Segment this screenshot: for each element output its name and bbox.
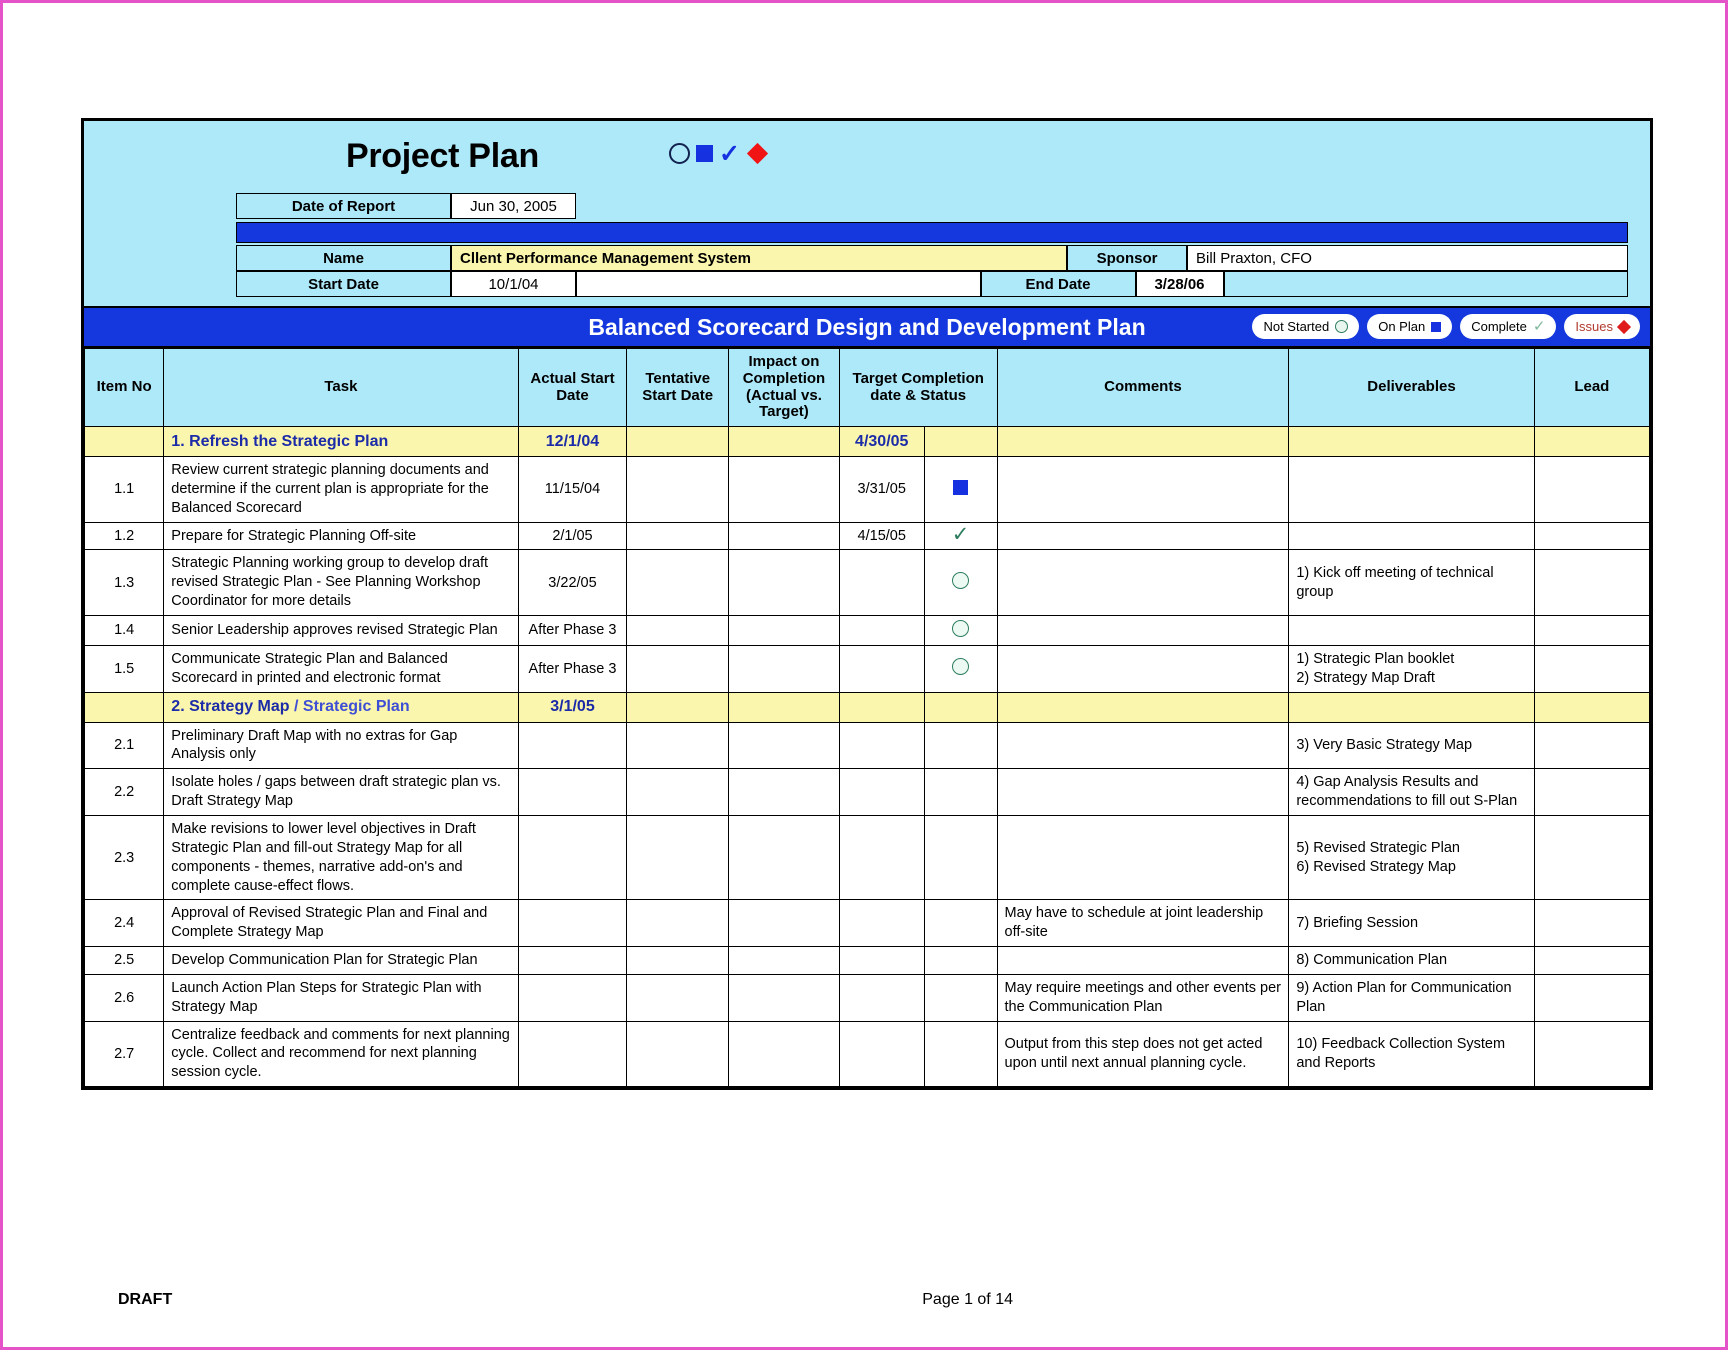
cell-task: Centralize feedback and comments for next planning cycle. Collect and recommend for next planning session cycle. xyxy=(164,1021,518,1087)
date-of-report-row xyxy=(236,193,1628,219)
legend-label-not-started: Not Started xyxy=(1263,319,1330,334)
cell-status-icon[interactable] xyxy=(924,1021,997,1087)
table-body xyxy=(85,427,1650,1087)
cell-impact-on-completion[interactable] xyxy=(728,522,839,550)
page-footer xyxy=(118,1291,1518,1309)
cell-lead[interactable] xyxy=(1534,1021,1649,1087)
cell-comments[interactable] xyxy=(997,457,1289,523)
cell-item-no: 2.2 xyxy=(85,769,164,816)
cell-lead[interactable] xyxy=(1534,769,1649,816)
cell-actual-start-date[interactable]: 3/22/05 xyxy=(518,550,627,616)
cell-lead[interactable] xyxy=(1534,947,1649,975)
cell-actual-start-date[interactable] xyxy=(518,1021,627,1087)
col-header-tentative-start-date: Tentative Start Date xyxy=(627,349,729,427)
legend-chip-issues[interactable] xyxy=(1564,314,1640,339)
cell-lead[interactable] xyxy=(1534,615,1649,645)
cell-actual-start-date[interactable] xyxy=(518,769,627,816)
cell-target-completion-date[interactable]: 4/15/05 xyxy=(839,522,924,550)
cell-item-no: 1.4 xyxy=(85,615,164,645)
cell-status-icon[interactable] xyxy=(924,645,997,692)
table-row xyxy=(85,974,1650,1021)
cell-status-icon[interactable] xyxy=(924,947,997,975)
cell-lead[interactable] xyxy=(1534,815,1649,899)
cell-lead[interactable] xyxy=(1534,722,1649,769)
name-sponsor-row xyxy=(236,245,1628,271)
cell-tentative-start-date[interactable] xyxy=(627,1021,729,1087)
cell-deliverables[interactable]: 9) Action Plan for Communication Plan xyxy=(1289,974,1534,1021)
cell-deliverables[interactable]: 10) Feedback Collection System and Reports xyxy=(1289,1021,1534,1087)
cell-actual-start-date[interactable] xyxy=(518,722,627,769)
cell-task: Communicate Strategic Plan and Balanced Scorecard in printed and electronic format xyxy=(164,645,518,692)
cell-item-no: 2.3 xyxy=(85,815,164,899)
cell-item-no: 2.4 xyxy=(85,900,164,947)
cell-deliverables[interactable]: 3) Very Basic Strategy Map xyxy=(1289,722,1534,769)
section-comments xyxy=(997,427,1289,457)
cell-task: Isolate holes / gaps between draft strategic plan vs. Draft Strategy Map xyxy=(164,769,518,816)
cell-comments[interactable] xyxy=(997,550,1289,616)
section-impact xyxy=(728,427,839,457)
cell-deliverables[interactable] xyxy=(1289,522,1534,550)
cell-lead[interactable] xyxy=(1534,645,1649,692)
cell-status-icon[interactable] xyxy=(924,769,997,816)
plan-banner xyxy=(84,306,1650,348)
section-tentative-start xyxy=(627,427,729,457)
cell-item-no: 2.5 xyxy=(85,947,164,975)
title-legend-icons xyxy=(669,139,765,168)
cell-status-icon[interactable] xyxy=(924,550,997,616)
cell-tentative-start-date[interactable] xyxy=(627,522,729,550)
meta-divider-bar xyxy=(236,222,1628,243)
section-tentative-start xyxy=(627,692,729,722)
cell-target-completion-date[interactable] xyxy=(839,722,924,769)
sponsor-label: Sponsor xyxy=(1067,245,1187,271)
cell-status-icon[interactable] xyxy=(924,900,997,947)
complete-check-icon: ✓ xyxy=(951,522,970,546)
cell-task: Launch Action Plan Steps for Strategic Plan with Strategy Map xyxy=(164,974,518,1021)
col-header-item-no: Item No xyxy=(85,349,164,427)
cell-task: Preliminary Draft Map with no extras for Gap Analysis only xyxy=(164,722,518,769)
cell-tentative-start-date[interactable] xyxy=(627,457,729,523)
cell-lead[interactable] xyxy=(1534,522,1649,550)
table-row xyxy=(85,457,1650,523)
status-legend xyxy=(1252,314,1640,339)
cell-actual-start-date[interactable] xyxy=(518,974,627,1021)
cell-task: Make revisions to lower level objectives in Draft Strategic Plan and fill-out Strategy Map for all components - themes, narrative add-on's and complete cause-effect flows. xyxy=(164,815,518,899)
table-row xyxy=(85,550,1650,616)
cell-status-icon[interactable] xyxy=(924,974,997,1021)
section-comments xyxy=(997,692,1289,722)
cell-tentative-start-date[interactable] xyxy=(627,947,729,975)
cell-actual-start-date[interactable] xyxy=(518,815,627,899)
cell-actual-start-date[interactable]: After Phase 3 xyxy=(518,645,627,692)
cell-task: Develop Communication Plan for Strategic Plan xyxy=(164,947,518,975)
date-row-spacer xyxy=(576,193,1628,219)
section-lead xyxy=(1534,692,1649,722)
cell-target-completion-date[interactable] xyxy=(839,550,924,616)
cell-tentative-start-date[interactable] xyxy=(627,550,729,616)
cell-comments[interactable] xyxy=(997,722,1289,769)
cell-deliverables[interactable]: 4) Gap Analysis Results and recommendations to fill out S-Plan xyxy=(1289,769,1534,816)
col-header-task: Task xyxy=(164,349,518,427)
cell-task: Senior Leadership approves revised Strategic Plan xyxy=(164,615,518,645)
cell-target-completion-date[interactable] xyxy=(839,1021,924,1087)
cell-deliverables[interactable]: 7) Briefing Session xyxy=(1289,900,1534,947)
cell-target-completion-date[interactable] xyxy=(839,645,924,692)
cell-comments[interactable] xyxy=(997,815,1289,899)
page-title: Project Plan xyxy=(346,137,539,175)
cell-target-completion-date[interactable] xyxy=(839,615,924,645)
table-header-row xyxy=(85,349,1650,427)
cell-comments[interactable]: May have to schedule at joint leadership off-site xyxy=(997,900,1289,947)
table-row xyxy=(85,769,1650,816)
cell-tentative-start-date[interactable] xyxy=(627,815,729,899)
issues-diamond-icon xyxy=(1617,319,1631,333)
col-header-lead: Lead xyxy=(1534,349,1649,427)
cell-target-completion-date[interactable] xyxy=(839,815,924,899)
table-row xyxy=(85,900,1650,947)
complete-check-icon: ✓ xyxy=(1532,317,1546,335)
cell-deliverables[interactable]: 1) Kick off meeting of technical group xyxy=(1289,550,1534,616)
cell-impact-on-completion[interactable] xyxy=(728,900,839,947)
cell-tentative-start-date[interactable] xyxy=(627,769,729,816)
cell-item-no: 1.3 xyxy=(85,550,164,616)
not-started-circle-icon xyxy=(669,143,690,164)
legend-chip-complete[interactable] xyxy=(1460,314,1556,339)
cell-item-no: 1.2 xyxy=(85,522,164,550)
on-plan-square-icon xyxy=(1431,322,1441,332)
cell-tentative-start-date[interactable] xyxy=(627,722,729,769)
legend-label-issues: Issues xyxy=(1575,319,1613,334)
section-deliverables xyxy=(1289,427,1534,457)
meta-bottom-gap xyxy=(236,297,1628,306)
cell-task: Approval of Revised Strategic Plan and Final and Complete Strategy Map xyxy=(164,900,518,947)
cell-item-no: 2.7 xyxy=(85,1021,164,1087)
name-label: Name xyxy=(236,245,451,271)
name-value[interactable]: Cllent Performance Management System xyxy=(451,245,1067,271)
cell-item-no: 1.5 xyxy=(85,645,164,692)
cell-status-icon[interactable] xyxy=(924,457,997,523)
section-deliverables xyxy=(1289,692,1534,722)
section-target-date: 4/30/05 xyxy=(839,427,924,457)
table-row xyxy=(85,1021,1650,1087)
table-row xyxy=(85,645,1650,692)
section-title: 2. Strategy Map / Strategic Plan xyxy=(164,692,518,722)
cell-deliverables[interactable]: 5) Revised Strategic Plan 6) Revised Strategy Map xyxy=(1289,815,1534,899)
complete-check-icon: ✓ xyxy=(719,139,740,168)
legend-label-complete: Complete xyxy=(1471,319,1527,334)
section-lead xyxy=(1534,427,1649,457)
table-row xyxy=(85,522,1650,550)
on-plan-square-icon xyxy=(953,480,968,495)
cell-status-icon[interactable] xyxy=(924,522,997,550)
cell-deliverables[interactable]: 1) Strategic Plan booklet 2) Strategy Map Draft xyxy=(1289,645,1534,692)
cell-lead[interactable] xyxy=(1534,900,1649,947)
cell-status-icon[interactable] xyxy=(924,815,997,899)
table-row xyxy=(85,722,1650,769)
cell-tentative-start-date[interactable] xyxy=(627,900,729,947)
date-of-report-label: Date of Report xyxy=(236,193,451,219)
section-status xyxy=(924,692,997,722)
col-header-deliverables: Deliverables xyxy=(1289,349,1534,427)
cell-actual-start-date[interactable] xyxy=(518,900,627,947)
cell-comments[interactable] xyxy=(997,522,1289,550)
col-header-comments: Comments xyxy=(997,349,1289,427)
cell-impact-on-completion[interactable] xyxy=(728,1021,839,1087)
table-row xyxy=(85,815,1650,899)
cell-status-icon[interactable] xyxy=(924,615,997,645)
table-row xyxy=(85,615,1650,645)
cell-actual-start-date[interactable]: 11/15/04 xyxy=(518,457,627,523)
cell-impact-on-completion[interactable] xyxy=(728,615,839,645)
section-status xyxy=(924,427,997,457)
not-started-circle-icon xyxy=(952,658,969,675)
cell-actual-start-date[interactable]: After Phase 3 xyxy=(518,615,627,645)
legend-label-on-plan: On Plan xyxy=(1378,319,1426,334)
cell-item-no: 2.1 xyxy=(85,722,164,769)
section-item-no xyxy=(85,692,164,722)
end-date-tail-cell xyxy=(1224,271,1629,297)
cell-actual-start-date[interactable] xyxy=(518,947,627,975)
issues-diamond-icon xyxy=(747,143,768,164)
cell-comments[interactable]: Output from this step does not get acted upon until next annual planning cycle. xyxy=(997,1021,1289,1087)
cell-lead[interactable] xyxy=(1534,974,1649,1021)
cell-task: Prepare for Strategic Planning Off-site xyxy=(164,522,518,550)
start-date-blank-cell xyxy=(576,271,981,297)
section-target-date xyxy=(839,692,924,722)
project-plan-sheet xyxy=(81,118,1653,1090)
draft-label: DRAFT xyxy=(118,1291,173,1308)
cell-impact-on-completion[interactable] xyxy=(728,550,839,616)
on-plan-square-icon xyxy=(696,145,713,162)
cell-deliverables[interactable] xyxy=(1289,457,1534,523)
cell-comments[interactable] xyxy=(997,769,1289,816)
not-started-circle-icon xyxy=(1335,320,1348,333)
col-header-target-completion-status: Target Completion date & Status xyxy=(839,349,997,427)
cell-comments[interactable] xyxy=(997,947,1289,975)
meta-block xyxy=(84,193,1650,306)
cell-impact-on-completion[interactable] xyxy=(728,645,839,692)
project-plan-table xyxy=(84,348,1650,1087)
table-section-row xyxy=(85,427,1650,457)
section-impact xyxy=(728,692,839,722)
cell-target-completion-date[interactable] xyxy=(839,769,924,816)
banner-title: Balanced Scorecard Design and Development Plan xyxy=(588,313,1146,340)
cell-target-completion-date[interactable] xyxy=(839,974,924,1021)
cell-impact-on-completion[interactable] xyxy=(728,457,839,523)
cell-lead[interactable] xyxy=(1534,457,1649,523)
cell-impact-on-completion[interactable] xyxy=(728,769,839,816)
cell-task: Review current strategic planning documents and determine if the current plan is appropriate for the Balanced Scorecard xyxy=(164,457,518,523)
not-started-circle-icon xyxy=(952,620,969,637)
col-header-actual-start-date: Actual Start Date xyxy=(518,349,627,427)
date-of-report-value[interactable]: Jun 30, 2005 xyxy=(451,193,576,219)
cell-target-completion-date[interactable] xyxy=(839,900,924,947)
table-row xyxy=(85,947,1650,975)
cell-deliverables[interactable] xyxy=(1289,615,1534,645)
cell-target-completion-date[interactable] xyxy=(839,947,924,975)
cell-deliverables[interactable]: 8) Communication Plan xyxy=(1289,947,1534,975)
cell-tentative-start-date[interactable] xyxy=(627,645,729,692)
start-date-label: Start Date xyxy=(236,271,451,297)
legend-chip-not-started[interactable] xyxy=(1252,314,1359,339)
section-actual-start: 12/1/04 xyxy=(518,427,627,457)
cell-task: Strategic Planning working group to develop draft revised Strategic Plan - See Planning Workshop Coordinator for more details xyxy=(164,550,518,616)
cell-target-completion-date[interactable]: 3/31/05 xyxy=(839,457,924,523)
cell-impact-on-completion[interactable] xyxy=(728,974,839,1021)
cell-comments[interactable] xyxy=(997,645,1289,692)
page-number-label: Page 1 of 14 xyxy=(922,1291,1013,1308)
cell-impact-on-completion[interactable] xyxy=(728,815,839,899)
table-section-row xyxy=(85,692,1650,722)
cell-status-icon[interactable] xyxy=(924,722,997,769)
start-date-value[interactable]: 10/1/04 xyxy=(451,271,576,297)
title-band xyxy=(84,121,1650,193)
cell-actual-start-date[interactable]: 2/1/05 xyxy=(518,522,627,550)
cell-tentative-start-date[interactable] xyxy=(627,974,729,1021)
end-date-value[interactable]: 3/28/06 xyxy=(1136,271,1224,297)
cell-item-no: 2.6 xyxy=(85,974,164,1021)
cell-comments[interactable] xyxy=(997,615,1289,645)
start-end-date-row xyxy=(236,271,1628,297)
cell-impact-on-completion[interactable] xyxy=(728,722,839,769)
section-actual-start: 3/1/05 xyxy=(518,692,627,722)
sponsor-value[interactable]: Bill Praxton, CFO xyxy=(1187,245,1628,271)
section-title: 1. Refresh the Strategic Plan xyxy=(164,427,518,457)
end-date-label: End Date xyxy=(981,271,1136,297)
legend-chip-on-plan[interactable] xyxy=(1367,314,1452,339)
section-item-no xyxy=(85,427,164,457)
cell-comments[interactable]: May require meetings and other events per the Communication Plan xyxy=(997,974,1289,1021)
not-started-circle-icon xyxy=(952,572,969,589)
cell-lead[interactable] xyxy=(1534,550,1649,616)
cell-item-no: 1.1 xyxy=(85,457,164,523)
cell-impact-on-completion[interactable] xyxy=(728,947,839,975)
cell-tentative-start-date[interactable] xyxy=(627,615,729,645)
col-header-impact-on-completion: Impact on Completion (Actual vs. Target) xyxy=(728,349,839,427)
